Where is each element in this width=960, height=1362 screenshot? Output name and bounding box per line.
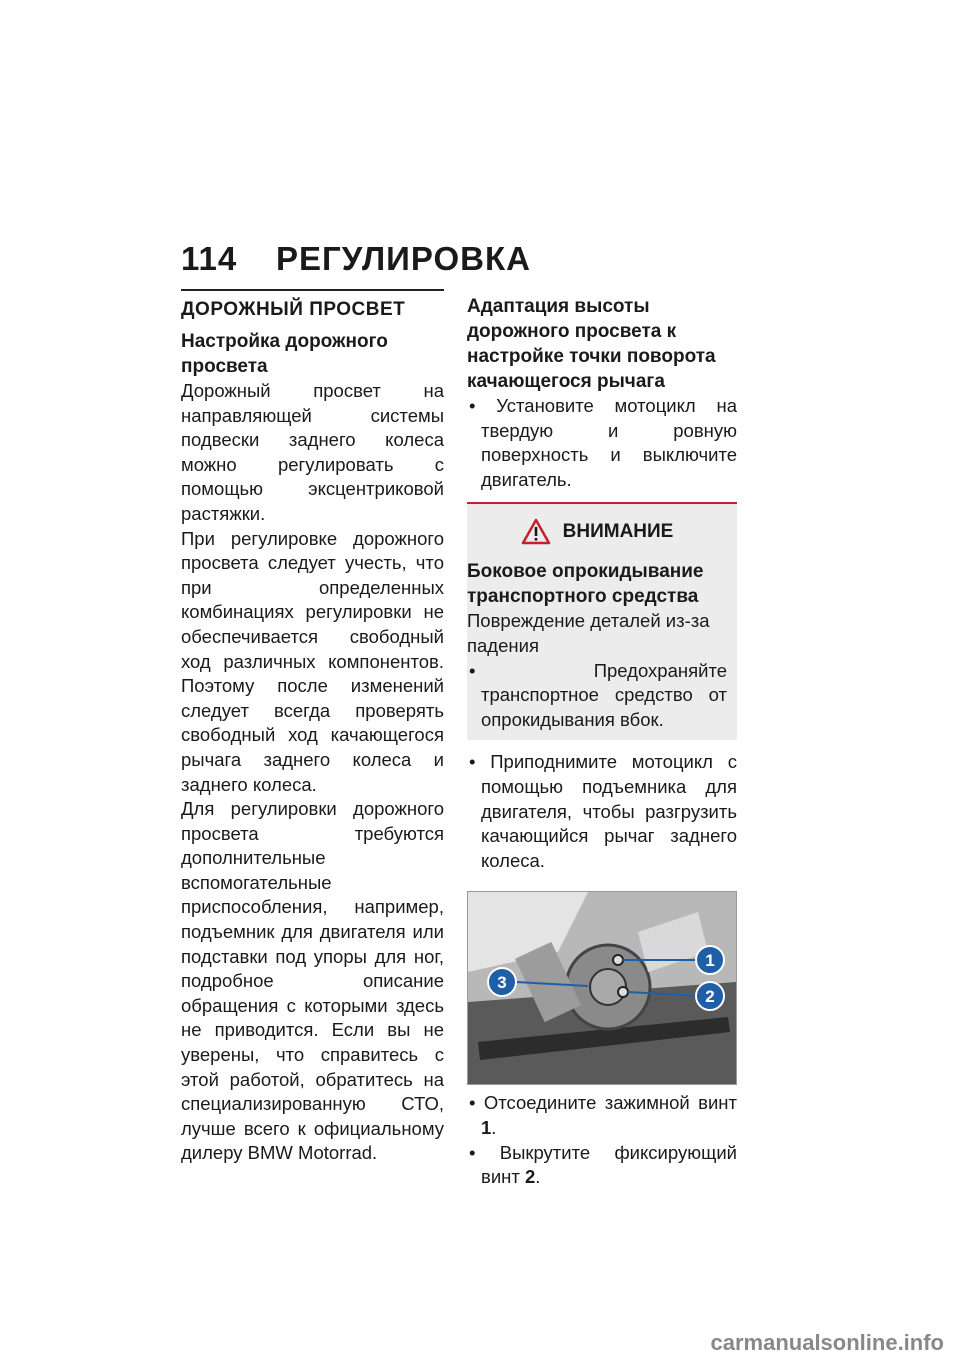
adjustment-photo: [467, 891, 737, 1085]
chapter-title: РЕГУЛИРОВКА: [276, 240, 531, 277]
page-number: 114: [181, 240, 238, 277]
step-4: • Выкрутите фиксирующий винт 2.: [469, 1141, 737, 1188]
svg-text:1: 1: [705, 951, 715, 971]
callout-3: [488, 968, 516, 996]
warning-label: ВНИМАНИЕ: [562, 520, 674, 542]
paragraph-2: При регулировке дорожного просвета следует учесть, что при определенных комбинациях регулировки не обеспечивается свободный ход различных компонентов. Поэтому после изменений следует всегда проверять свободный ход качающегося рычага заднего колеса и заднего колеса.: [181, 527, 444, 795]
right-column: [467, 289, 737, 1190]
watermark-footer: carmanualsonline.info: [710, 1330, 944, 1355]
paragraph-1: Дорожный просвет на направляющей системы подвески заднего колеса можно регулировать с помощью эксцентриковой растяжки.: [181, 380, 444, 524]
paragraph-3: Для регулировки дорожного просвета требуются дополнительные вспомогательные приспособления, например, подъемник для двигателя или подставки под упоры для ног, подробное описание обращения с которыми здесь не приводится. Если вы не уверены, что справитесь с этой работой, обратитесь на специализированную СТО, лучше всего к официальному дилеру BMW Motorrad.: [181, 798, 444, 1164]
callout-2: [696, 982, 724, 1010]
left-column: [181, 289, 444, 1166]
callout-1: [696, 946, 724, 974]
step-3: • Отсоедините зажимной винт 1.: [469, 1092, 737, 1138]
warning-text: Повреждение деталей из-за падения: [467, 610, 710, 656]
warning-bullet: • Предохраняйте транспортное средство от опрокидывания вбок.: [469, 659, 727, 730]
procedure-title: Адаптация высоты дорожного просвета к настройке точки поворота качающегося рычага: [467, 296, 716, 392]
subsection-title: Настройка дорожного просвета: [181, 331, 388, 377]
section-title: ДОРОЖНЫЙ ПРОСВЕТ: [181, 289, 444, 321]
step-1: • Установите мотоцикл на твердую и ровную поверхность и выключите двигатель.: [469, 395, 737, 490]
warning-box: [467, 502, 737, 740]
warning-header: [467, 518, 727, 545]
warning-triangle-icon: [521, 518, 551, 545]
warning-title: Боковое опрокидывание транспортного средства: [467, 561, 704, 608]
svg-text:2: 2: [705, 987, 715, 1007]
page-header: [181, 240, 531, 278]
photo-illustration: [468, 892, 736, 1084]
step-2: • Приподнимите мотоцикл с помощью подъемника для двигателя, чтобы разгрузить качающийся рычаг заднего колеса.: [469, 751, 737, 871]
svg-text:3: 3: [497, 973, 507, 993]
